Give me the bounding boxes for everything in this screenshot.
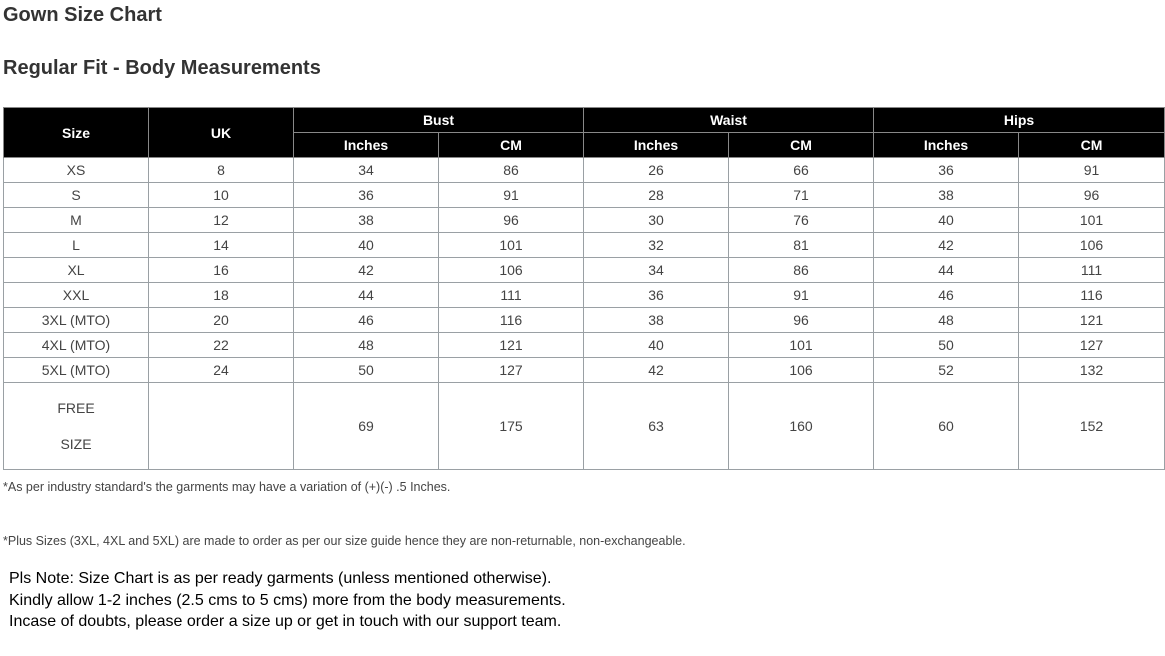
free-size-label-line1: FREE [57, 400, 95, 416]
hips-inches-header: Inches [874, 133, 1019, 158]
table-cell-bust-cm: 96 [439, 208, 584, 233]
pls-note-line-3: Incase of doubts, please order a size up or get in touch with our support team. [9, 613, 562, 630]
table-cell-uk: 16 [149, 258, 294, 283]
table-cell-size: M [4, 208, 149, 233]
table-cell-size: 3XL (MTO) [4, 308, 149, 333]
table-cell-uk: 12 [149, 208, 294, 233]
table-cell-hips-inches: 60 [874, 383, 1019, 470]
hips-group-header: Hips [874, 108, 1165, 133]
table-cell-bust-inches: 50 [294, 358, 439, 383]
table-cell-waist-cm: 160 [729, 383, 874, 470]
table-cell-bust-cm: 86 [439, 158, 584, 183]
table-cell-hips-cm: 101 [1019, 208, 1165, 233]
table-cell-hips-inches: 36 [874, 158, 1019, 183]
table-cell-uk: 10 [149, 183, 294, 208]
table-row [4, 283, 1165, 308]
table-cell-hips-cm: 152 [1019, 383, 1165, 470]
table-row [4, 258, 1165, 283]
table-cell-bust-inches: 48 [294, 333, 439, 358]
waist-inches-header: Inches [584, 133, 729, 158]
table-cell-waist-inches: 63 [584, 383, 729, 470]
table-cell-waist-inches: 28 [584, 183, 729, 208]
table-cell-bust-inches: 42 [294, 258, 439, 283]
table-cell-uk [149, 383, 294, 470]
bust-cm-header: CM [439, 133, 584, 158]
table-cell-waist-cm: 91 [729, 283, 874, 308]
table-cell-hips-inches: 38 [874, 183, 1019, 208]
table-cell-waist-inches: 34 [584, 258, 729, 283]
plus-size-note: *Plus Sizes (3XL, 4XL and 5XL) are made to order as per our size guide hence they are non-returnable, non-exchangeable. [3, 534, 686, 548]
table-cell-waist-cm: 101 [729, 333, 874, 358]
table-cell-uk: 22 [149, 333, 294, 358]
table-row [4, 158, 1165, 183]
table-cell-uk: 20 [149, 308, 294, 333]
table-cell-waist-inches: 40 [584, 333, 729, 358]
table-cell-size [4, 383, 149, 470]
table-cell-hips-cm: 91 [1019, 158, 1165, 183]
table-cell-size: 5XL (MTO) [4, 358, 149, 383]
table-cell-bust-cm: 127 [439, 358, 584, 383]
table-cell-hips-inches: 42 [874, 233, 1019, 258]
table-cell-bust-cm: 121 [439, 333, 584, 358]
table-cell-bust-cm: 175 [439, 383, 584, 470]
table-row [4, 233, 1165, 258]
table-cell-waist-inches: 32 [584, 233, 729, 258]
table-cell-waist-inches: 36 [584, 283, 729, 308]
table-cell-bust-inches: 34 [294, 158, 439, 183]
table-cell-hips-cm: 121 [1019, 308, 1165, 333]
table-cell-hips-inches: 52 [874, 358, 1019, 383]
table-cell-hips-inches: 50 [874, 333, 1019, 358]
table-cell-waist-cm: 86 [729, 258, 874, 283]
table-header [4, 108, 1165, 158]
table-row [4, 333, 1165, 358]
table-cell-uk: 18 [149, 283, 294, 308]
table-cell-hips-inches: 46 [874, 283, 1019, 308]
table-cell-waist-inches: 26 [584, 158, 729, 183]
table-cell-hips-inches: 40 [874, 208, 1019, 233]
uk-column-header: UK [149, 108, 294, 158]
table-cell-uk: 8 [149, 158, 294, 183]
table-cell-size: XS [4, 158, 149, 183]
table-cell-size: L [4, 233, 149, 258]
table-cell-size: XL [4, 258, 149, 283]
table-cell-size: 4XL (MTO) [4, 333, 149, 358]
table-cell-hips-inches: 48 [874, 308, 1019, 333]
bust-inches-header: Inches [294, 133, 439, 158]
table-row [4, 358, 1165, 383]
table-row [4, 183, 1165, 208]
table-row [4, 308, 1165, 333]
table-cell-bust-cm: 91 [439, 183, 584, 208]
table-cell-hips-cm: 96 [1019, 183, 1165, 208]
table-cell-bust-inches: 36 [294, 183, 439, 208]
table-cell-waist-cm: 106 [729, 358, 874, 383]
hips-cm-header: CM [1019, 133, 1165, 158]
table-cell-waist-inches: 30 [584, 208, 729, 233]
table-cell-hips-cm: 127 [1019, 333, 1165, 358]
table-cell-uk: 24 [149, 358, 294, 383]
pls-note-line-2: Kindly allow 1-2 inches (2.5 cms to 5 cms) more from the body measurements. [9, 591, 566, 609]
table-cell-hips-cm: 111 [1019, 258, 1165, 283]
table-cell-bust-cm: 106 [439, 258, 584, 283]
table-cell-hips-cm: 132 [1019, 358, 1165, 383]
table-cell-size: XXL [4, 283, 149, 308]
table-cell-waist-cm: 76 [729, 208, 874, 233]
size-column-header: Size [4, 108, 149, 158]
waist-cm-header: CM [729, 133, 874, 158]
table-cell-bust-inches: 46 [294, 308, 439, 333]
table-cell-hips-cm: 116 [1019, 283, 1165, 308]
free-size-label-line2: SIZE [60, 436, 92, 452]
table-cell-bust-inches: 40 [294, 233, 439, 258]
waist-group-header: Waist [584, 108, 874, 133]
table-row-free-size [4, 383, 1165, 470]
table-row [4, 208, 1165, 233]
table-cell-hips-inches: 44 [874, 258, 1019, 283]
page-title: Gown Size Chart [3, 4, 162, 26]
table-cell-waist-cm: 66 [729, 158, 874, 183]
table-cell-bust-cm: 116 [439, 308, 584, 333]
table-cell-waist-cm: 81 [729, 233, 874, 258]
table-cell-waist-inches: 42 [584, 358, 729, 383]
table-cell-bust-inches: 44 [294, 283, 439, 308]
variation-note: *As per industry standard's the garments may have a variation of (+)(-) .5 Inches. [3, 480, 451, 494]
table-cell-waist-cm: 71 [729, 183, 874, 208]
table-cell-waist-cm: 96 [729, 308, 874, 333]
table-cell-waist-inches: 38 [584, 308, 729, 333]
size-chart-table [3, 107, 1165, 470]
table-cell-bust-inches: 69 [294, 383, 439, 470]
pls-note-block [9, 568, 566, 633]
table-body [4, 158, 1165, 470]
table-cell-bust-cm: 101 [439, 233, 584, 258]
table-cell-size: S [4, 183, 149, 208]
page-subtitle: Regular Fit - Body Measurements [3, 57, 321, 79]
pls-note-line-1: Pls Note: Size Chart is as per ready garments (unless mentioned otherwise). [9, 570, 552, 587]
bust-group-header: Bust [294, 108, 584, 133]
table-cell-hips-cm: 106 [1019, 233, 1165, 258]
table-cell-bust-cm: 111 [439, 283, 584, 308]
table-cell-uk: 14 [149, 233, 294, 258]
table-cell-bust-inches: 38 [294, 208, 439, 233]
